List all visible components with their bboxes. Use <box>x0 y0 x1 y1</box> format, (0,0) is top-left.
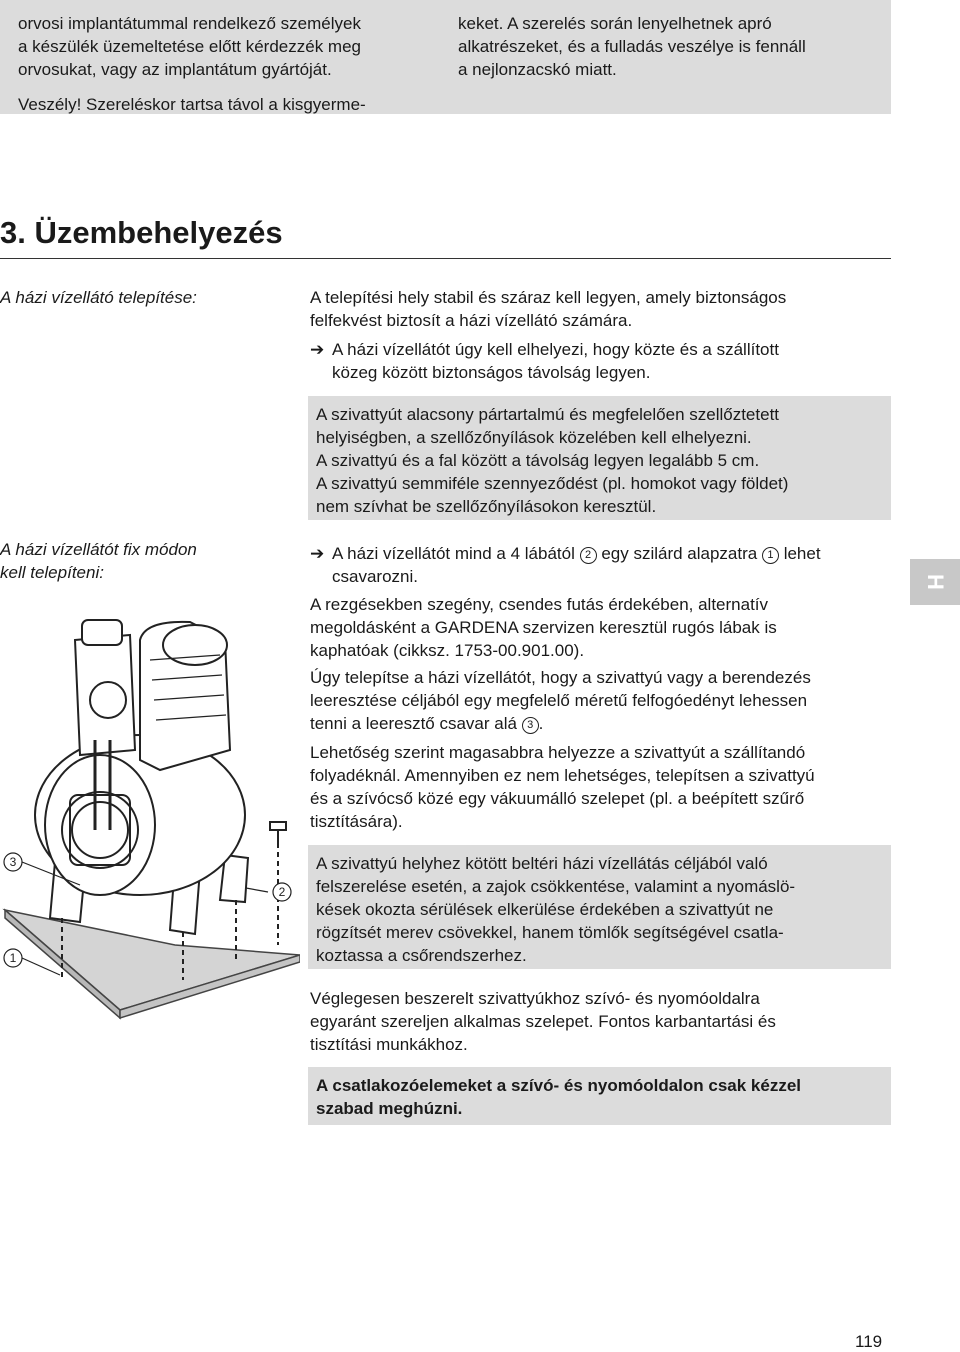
note-box-ventilation: A szivattyút alacsony pártartalmú és megfelelően szellőztetett helyiségben, a szellőzőnyílások közelében kell elhelyezni. A szivattyú és a fal között a távolság legyen legalább 5 cm. A szivattyú semmiféle szennyeződést (pl. homokot vagy földet) nem szívhat be szellőzőnyílásokon keresztül. <box>308 396 891 520</box>
instruction-distance: ➔ A házi vízellátót úgy kell elhelyezi, hogy közte és a szállított közeg között biztonságos távolság legyen. <box>310 340 779 382</box>
arrow-icon: ➔ <box>310 544 325 563</box>
arrow-icon: ➔ <box>310 340 325 359</box>
paragraph-spring-feet: A rezgésekben szegény, csendes futás érdekében, alternatív megoldásként a GARDENA szervizen keresztül rugós lábak is kaphatóak (cikksz. 1753-00.901.00). <box>310 595 777 660</box>
paragraph-height: Lehetőség szerint magasabbra helyezze a szivattyút a szállítandó folyadéknál. Amennyiben ez nem lehetséges, telepítsen a szivattyú és a szívócső közé egy vákuumálló szelepet (pl. a beépített szűrő tisztítására). <box>310 743 815 831</box>
callout-1: 1 <box>762 547 779 564</box>
figure-label-2: 2 <box>278 885 286 899</box>
paragraph-valves: Véglegesen beszerelt szivattyúkhoz szívó- és nyomóoldalra egyaránt szereljen alkalmas szelepet. Fontos karbantartási és tisztítási munkákhoz. <box>310 989 776 1054</box>
side-heading-installation: A házi vízellátó telepítése: <box>0 288 197 307</box>
side-heading-fixed: A házi vízellátót fix módon kell telepíteni: <box>0 540 197 582</box>
instruction-screw: ➔ A házi vízellátót mind a 4 lábától 2 egy szilárd alapzatra 1 lehet csavarozni. <box>310 544 821 586</box>
figure-label-1: 1 <box>9 951 17 965</box>
warning-col-1: orvosi implantátummal rendelkező személyek a készülék üzemeltetése előtt kérdezzék meg orvosukat, vagy az implantátum gyártóját. Veszély! Szereléskor tartsa távol a kisgyerme- <box>18 14 366 114</box>
callout-3: 3 <box>522 717 539 734</box>
paragraph-drain: Úgy telepítse a házi vízellátót, hogy a szivattyú vagy a berendezés leeresztése céljából egy megfelelő méretű felfogóedényt lehessen tenni a leeresztő csavar alá 3 . <box>310 668 811 733</box>
note-box-hand-tighten: A csatlakozóelemeket a szívó- és nyomóoldalon csak kézzel szabad meghúzni. <box>308 1067 891 1125</box>
note-box-hoses: A szivattyú helyhez kötött beltéri házi vízellátás céljából való felszerelése esetén, a zajok csökkentése, valamint a nyomáslö- kések okozta sérülések elkerülése érdekében a szivattyút ne rögzítsét merev csövekkel, hanem tömlők segítségével csatla- koztassa a csőrendszerhez. <box>308 845 891 969</box>
figure-label-3: 3 <box>9 855 17 869</box>
section-title: 3. Üzembehelyezés <box>0 215 283 250</box>
pump-illustration <box>0 600 300 1020</box>
callout-2: 2 <box>580 547 597 564</box>
warning-col-2: keket. A szerelés során lenyelhetnek apró alkatrészeket, és a fulladás veszélye is fennáll a nejlonzacskó miatt. <box>458 14 806 79</box>
language-tab: H <box>910 559 960 605</box>
section-rule <box>0 258 891 259</box>
paragraph-location: A telepítési hely stabil és száraz kell legyen, amely biztonságos felfekvést biztosít a házi vízellátó számára. <box>310 288 787 330</box>
page-number: 119 <box>855 1332 883 1351</box>
